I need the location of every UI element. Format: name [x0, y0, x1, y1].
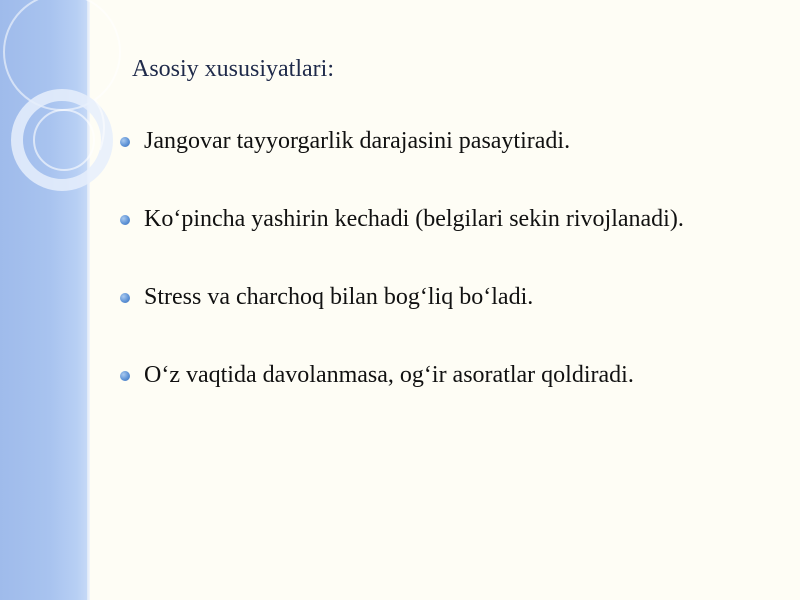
round-bullet-icon — [120, 371, 130, 381]
bullet-text: Jangovar tayyorgarlik darajasini pasaytiradi. — [144, 128, 571, 154]
round-bullet-icon — [120, 293, 130, 303]
round-bullet-icon — [120, 137, 130, 147]
bullet-text: O‘z vaqtida davolanmasa, og‘ir asoratlar qoldiradi. — [144, 362, 634, 388]
slide-title: Asosiy xususiyatlari: — [132, 56, 334, 82]
bullet-text: Ko‘pincha yashirin kechadi (belgilari sekin rivojlanadi). — [144, 206, 684, 232]
round-bullet-icon — [120, 215, 130, 225]
bullet-text: Stress va charchoq bilan bog‘liq bo‘ladi. — [144, 284, 534, 310]
